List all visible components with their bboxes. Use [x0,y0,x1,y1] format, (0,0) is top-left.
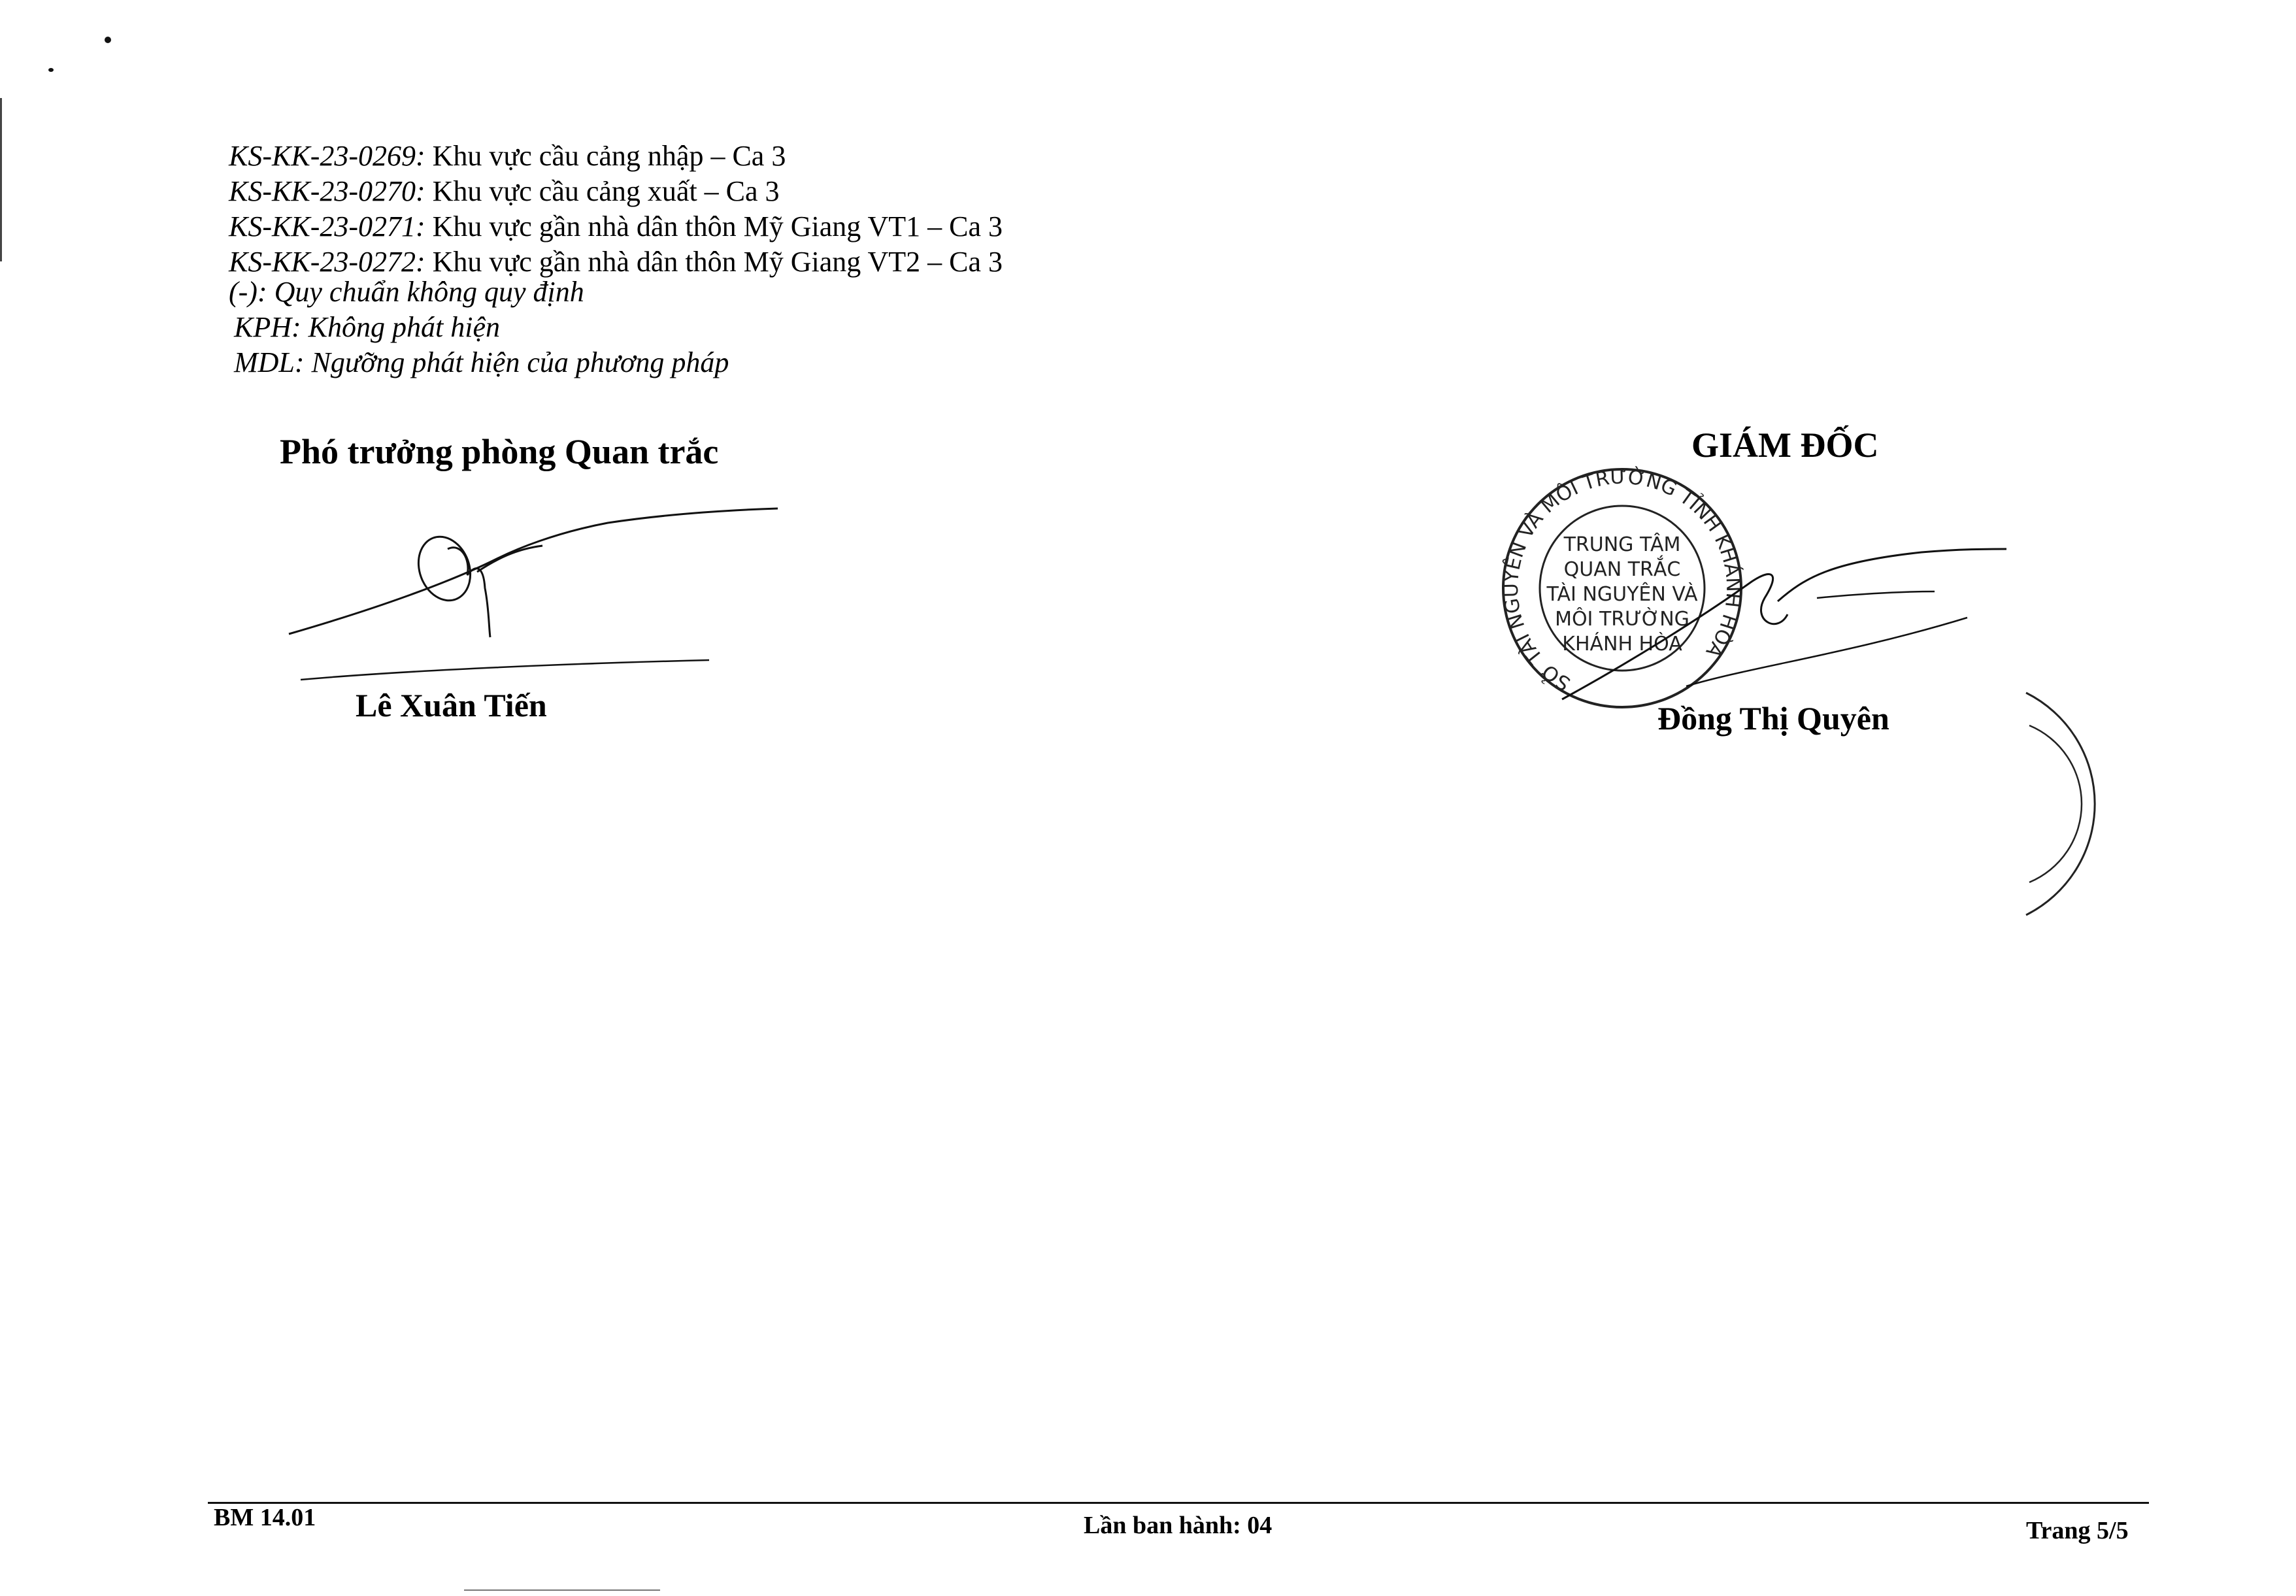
svg-text:TRUNG TÂM: TRUNG TÂM [1563,533,1681,556]
legend-line: KPH: Không phát hiện [234,311,500,343]
note-line: KS-KK-23-0272: Khu vực gần nhà dân thôn Mỹ Giang VT2 – Ca 3 [229,246,1003,278]
legend-line: MDL: Ngưỡng phát hiện của phương pháp [234,346,729,378]
svg-text:QUAN TRẮC: QUAN TRẮC [1563,558,1681,581]
right-signer-title: GIÁM ĐỐC [1691,425,1879,465]
page-number: Trang 5/5 [2026,1517,2129,1544]
bottom-edge-mark [464,1589,660,1591]
note-line: KS-KK-23-0269: Khu vực cầu cảng nhập – Ca 3 [229,140,786,172]
legend-line: (-): Quy chuẩn không quy định [229,276,584,308]
svg-text:SỞ TÀI NGUYÊN VÀ MÔI TRƯỜNG TỈ: SỞ TÀI NGUYÊN VÀ MÔI TRƯỜNG TỈNH KHÁNH HÒA [1499,465,1745,695]
right-signer-name: Đồng Thị Quyên [1657,700,1889,737]
note-line: KS-KK-23-0270: Khu vực cầu cảng xuất – Ca 3 [229,175,780,207]
left-signer-title: Phó trưởng phòng Quan trắc [280,432,719,471]
scan-dot [105,37,111,43]
scan-dot [48,68,54,72]
svg-text:MÔI TRƯỜNG: MÔI TRƯỜNG [1555,608,1689,631]
partial-seal-icon [2013,686,2098,922]
left-signature-icon [281,497,791,693]
form-code: BM 14.01 [214,1504,316,1531]
svg-text:KHÁNH HÒA: KHÁNH HÒA [1562,633,1682,656]
note-line: KS-KK-23-0271: Khu vực gần nhà dân thôn Mỹ Giang VT1 – Ca 3 [229,210,1003,242]
svg-text:TÀI NGUYÊN VÀ: TÀI NGUYÊN VÀ [1546,583,1698,606]
scan-edge [0,98,2,261]
footer-divider [208,1502,2149,1504]
right-signature-icon [1556,536,2013,706]
left-signer-name: Lê Xuân Tiến [356,687,547,723]
issue-number: Lần ban hành: 04 [1084,1512,1273,1539]
